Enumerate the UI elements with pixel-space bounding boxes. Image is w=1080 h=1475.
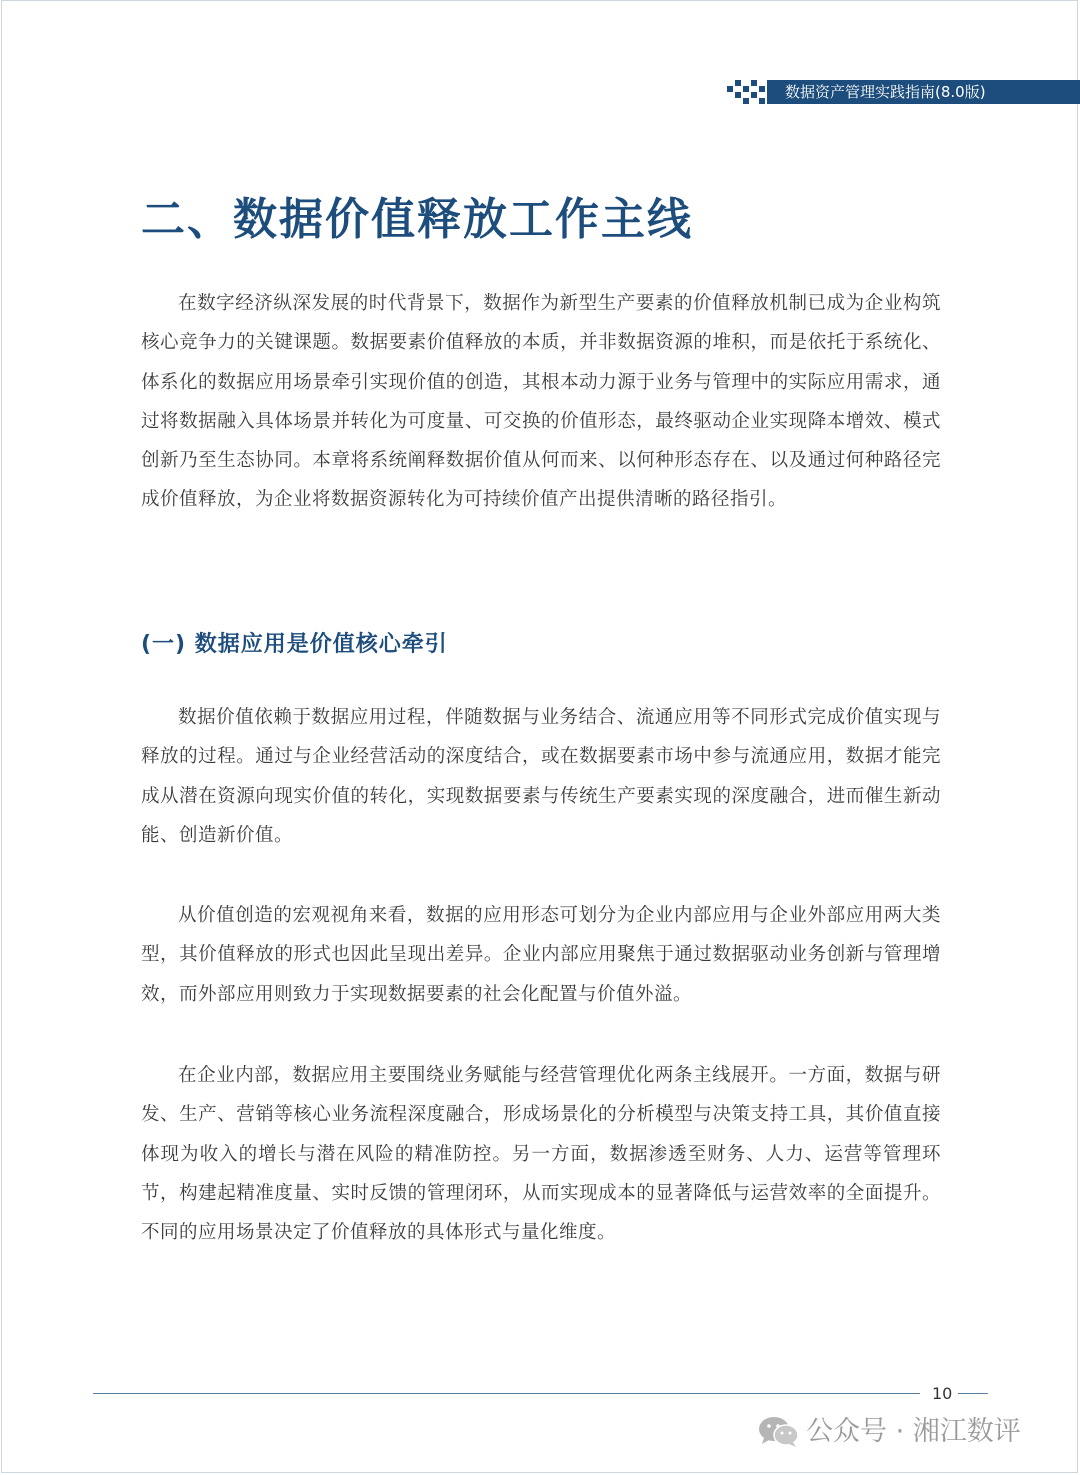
chapter-title: 二、数据价值释放工作主线 — [141, 194, 693, 245]
page-number: 10 — [932, 1384, 953, 1403]
footer-rule — [93, 1393, 920, 1394]
wechat-icon — [758, 1416, 800, 1448]
section-heading: (一) 数据应用是价值核心牵引 — [141, 632, 448, 657]
section-paragraph-3: 在企业内部，数据应用主要围绕业务赋能与经营管理优化两条主线展开。一方面，数据与研发、生产、营销等核心业务流程深度融合，形成场景化的分析模型与决策支持工具，其价值直接体现为收入的增长与潜在风险的精准防控。另一方面，数据渗透至财务、人力、运营等管理环节，构建起精准度量、实时反馈的管理闭环，从而实现成本的显著降低与运营效率的全面提升。不同的应用场景决定了价值释放的具体形式与量化维度。 — [141, 1065, 941, 1244]
section-paragraph-1: 数据价值依赖于数据应用过程，伴随数据与业务结合、流通应用等不同形式完成价值实现与释放的过程。通过与企业经营活动的深度结合，或在数据要素市场中参与流通应用，数据才能完成从潜在资源向现实价值的转化，实现数据要素与传统生产要素实现的深度融合，进而催生新动能、创造新价值。 — [141, 707, 941, 846]
header-bar — [773, 80, 1080, 104]
pixel-pattern-icon — [727, 80, 773, 104]
watermark-text: 公众号 · 湘江数评 — [806, 1416, 1021, 1447]
document-title: 数据资产管理实践指南(8.0版) — [785, 83, 986, 101]
section-paragraph-2: 从价值创造的宏观视角来看，数据的应用形态可划分为企业内部应用与企业外部应用两大类型，其价值释放的形式也因此呈现出差异。企业内部应用聚焦于通过数据驱动业务创新与管理增效，而外部应用则致力于实现数据要素的社会化配置与价值外溢。 — [141, 905, 941, 1005]
footer-rule-right — [958, 1393, 988, 1394]
header-banner — [727, 80, 1080, 104]
intro-paragraph: 在数字经济纵深发展的时代背景下，数据作为新型生产要素的价值释放机制已成为企业构筑核心竞争力的关键课题。数据要素价值释放的本质，并非数据资源的堆积，而是依托于系统化、体系化的数据应用场景牵引实现价值的创造，其根本动力源于业务与管理中的实际应用需求，通过将数据融入具体场景并转化为可度量、可交换的价值形态，最终驱动企业实现降本增效、模式创新乃至生态协同。本章将系统阐释数据价值从何而来、以何种形态存在、以及通过何种路径完成价值释放，为企业将数据资源转化为可持续价值产出提供清晰的路径指引。 — [141, 293, 941, 511]
